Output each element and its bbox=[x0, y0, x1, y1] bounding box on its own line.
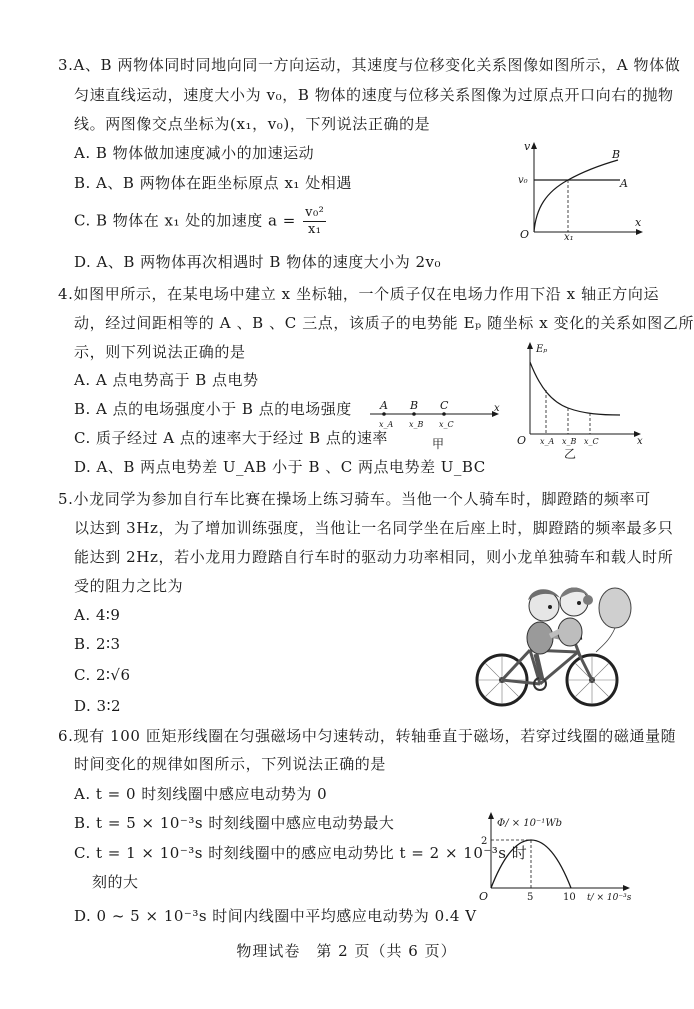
q3-option-c[interactable]: C. B 物体在 x₁ 处的加速度 a = $\frac{\text{v₀²}}{\text{x₁}}$ bbox=[74, 205, 325, 237]
page-footer: 物理试卷 第 2 页（共 6 页） bbox=[236, 942, 457, 960]
q6-stem-line1: 6.现有 100 匝矩形线圈在匀强磁场中匀速转动，转轴垂直于磁场，若穿过线圈的磁通量随 bbox=[58, 727, 677, 745]
q4-jia-caption: 甲 bbox=[432, 437, 445, 451]
q4-jia-axis: x bbox=[494, 403, 500, 414]
q3-graph-x1: x₁ bbox=[564, 232, 574, 243]
q4-yi-tick-a: x_A bbox=[540, 437, 555, 446]
q3-graph-x-label: x bbox=[635, 216, 642, 229]
q4-yi-tick-c: x_C bbox=[584, 437, 599, 446]
q5-stem-line2: 以达到 3Hz，为了增加训练强度，当他让一名同学坐在后座上时，脚蹬踏的频率最多只 bbox=[74, 519, 674, 537]
q6-option-c-line1[interactable]: C. t = 1 × 10⁻³s 时刻线圈中的感应电动势比 t = 2 × 10⁻³s 时 bbox=[74, 844, 528, 862]
q6-graph-y-label: Φ/ × 10⁻¹Wb bbox=[497, 818, 562, 829]
q5-option-b[interactable]: B. 2∶3 bbox=[74, 635, 121, 653]
q6-graph-x-mid: 5 bbox=[527, 892, 534, 903]
q6-graph-x-end: 10 bbox=[563, 892, 576, 903]
q3-graph-v0: v₀ bbox=[518, 175, 528, 186]
q3-v-x-graph bbox=[512, 140, 647, 243]
q6-stem-line2: 时间变化的规律如图所示，下列说法正确的是 bbox=[74, 755, 387, 773]
q6-graph-peak: 2 bbox=[481, 836, 488, 847]
q6-option-c-line2: 刻的大 bbox=[92, 873, 139, 891]
q4-jia-tick-a: x_A bbox=[379, 420, 394, 429]
q4-jia-tick-b: x_B bbox=[409, 420, 424, 429]
q6-option-d[interactable]: D. 0 ~ 5 × 10⁻³s 时间内线圈中平均感应电动势为 0.4 V bbox=[74, 907, 477, 925]
q3-fraction: $\frac{\text{v₀²}}{\text{x₁}}$ bbox=[305, 205, 325, 237]
q3-option-a[interactable]: A. B 物体做加速度减小的加速运动 bbox=[74, 144, 315, 162]
q4-yi-y-label: Eₚ bbox=[536, 344, 548, 355]
q3-stem-line2: 匀速直线运动，速度大小为 v₀，B 物体的速度与位移关系图像为过原点开口向右的抛物 bbox=[74, 86, 674, 104]
q4-yi-origin: O bbox=[517, 434, 527, 447]
q3-stem-line1: 3.A、B 两物体同时同地向同一方向运动，其速度与位移变化关系图像如图所示，A 物体做 bbox=[58, 56, 681, 74]
q6-option-a[interactable]: A. t = 0 时刻线圈中感应电动势为 0 bbox=[74, 785, 328, 803]
q4-yi-tick-b: x_B bbox=[562, 437, 577, 446]
q4-figure-yi-ep-x-graph bbox=[512, 340, 647, 461]
q6-graph-x-label: t/ × 10⁻³s bbox=[587, 893, 632, 903]
q3-number: 3. bbox=[58, 56, 74, 74]
q4-option-b[interactable]: B. A 点的电场强度小于 B 点的电场强度 bbox=[74, 400, 352, 418]
q4-option-d[interactable]: D. A、B 两点电势差 U_AB 小于 B 、C 两点电势差 U_BC bbox=[74, 458, 486, 476]
q4-number: 4. bbox=[58, 285, 74, 303]
q4-yi-caption: 乙 bbox=[564, 447, 577, 461]
q5-stem-line3: 能达到 2Hz，若小龙用力蹬踏自行车时的驱动力功率相同，则小龙单独骑车和载人时所 bbox=[74, 548, 674, 566]
q4-jia-point-a: A bbox=[380, 399, 388, 412]
q3-graph-origin: O bbox=[520, 228, 530, 241]
q5-stem-line1: 5.小龙同学为参加自行车比赛在操场上练习骑车。当他一个人骑车时，脚蹬踏的频率可 bbox=[58, 490, 651, 508]
q4-stem-line3: 示，则下列说法正确的是 bbox=[74, 343, 246, 361]
q4-stem-line1: 4.如图甲所示，在某电场中建立 x 坐标轴，一个质子仅在电场力作用下沿 x 轴正方向运 bbox=[58, 285, 660, 303]
q5-number: 5. bbox=[58, 490, 74, 508]
q4-jia-point-c: C bbox=[440, 399, 449, 412]
q4-stem-line2: 动，经过间距相等的 A 、B 、C 三点，该质子的电势能 Eₚ 随坐标 x 变化的关系如图乙所 bbox=[74, 314, 694, 332]
q6-graph-origin: O bbox=[479, 890, 489, 903]
q5-option-c[interactable]: C. 2∶√6 bbox=[74, 666, 131, 684]
q4-jia-tick-c: x_C bbox=[439, 420, 454, 429]
q3-option-d[interactable]: D. A、B 两物体再次相遇时 B 物体的速度大小为 2v₀ bbox=[74, 253, 442, 271]
q6-flux-time-graph bbox=[475, 810, 640, 902]
q3-graph-label-b: B bbox=[612, 148, 621, 161]
q6-option-b[interactable]: B. t = 5 × 10⁻³s 时刻线圈中感应电动势最大 bbox=[74, 814, 395, 832]
q3-option-b[interactable]: B. A、B 两物体在距坐标原点 x₁ 处相遇 bbox=[74, 174, 352, 192]
q5-option-d[interactable]: D. 3∶2 bbox=[74, 697, 122, 715]
q4-figure-jia bbox=[366, 398, 506, 456]
q6-number: 6. bbox=[58, 727, 74, 745]
q3-graph-y-label: v bbox=[524, 140, 531, 153]
q4-option-a[interactable]: A. A 点电势高于 B 点电势 bbox=[74, 371, 259, 389]
q5-option-a[interactable]: A. 4∶9 bbox=[74, 606, 121, 624]
q4-yi-x-label: x bbox=[637, 436, 643, 447]
q4-jia-point-b: B bbox=[410, 399, 419, 412]
q3-stem-line3: 线。两图像交点坐标为(x₁，v₀)，下列说法正确的是 bbox=[74, 115, 431, 133]
q5-stem-line4: 受的阻力之比为 bbox=[74, 577, 184, 595]
q3-graph-label-a: A bbox=[620, 177, 628, 190]
bicycle-riders-illustration bbox=[470, 580, 640, 710]
q4-option-c[interactable]: C. 质子经过 A 点的速率大于经过 B 点的速率 bbox=[74, 429, 388, 447]
